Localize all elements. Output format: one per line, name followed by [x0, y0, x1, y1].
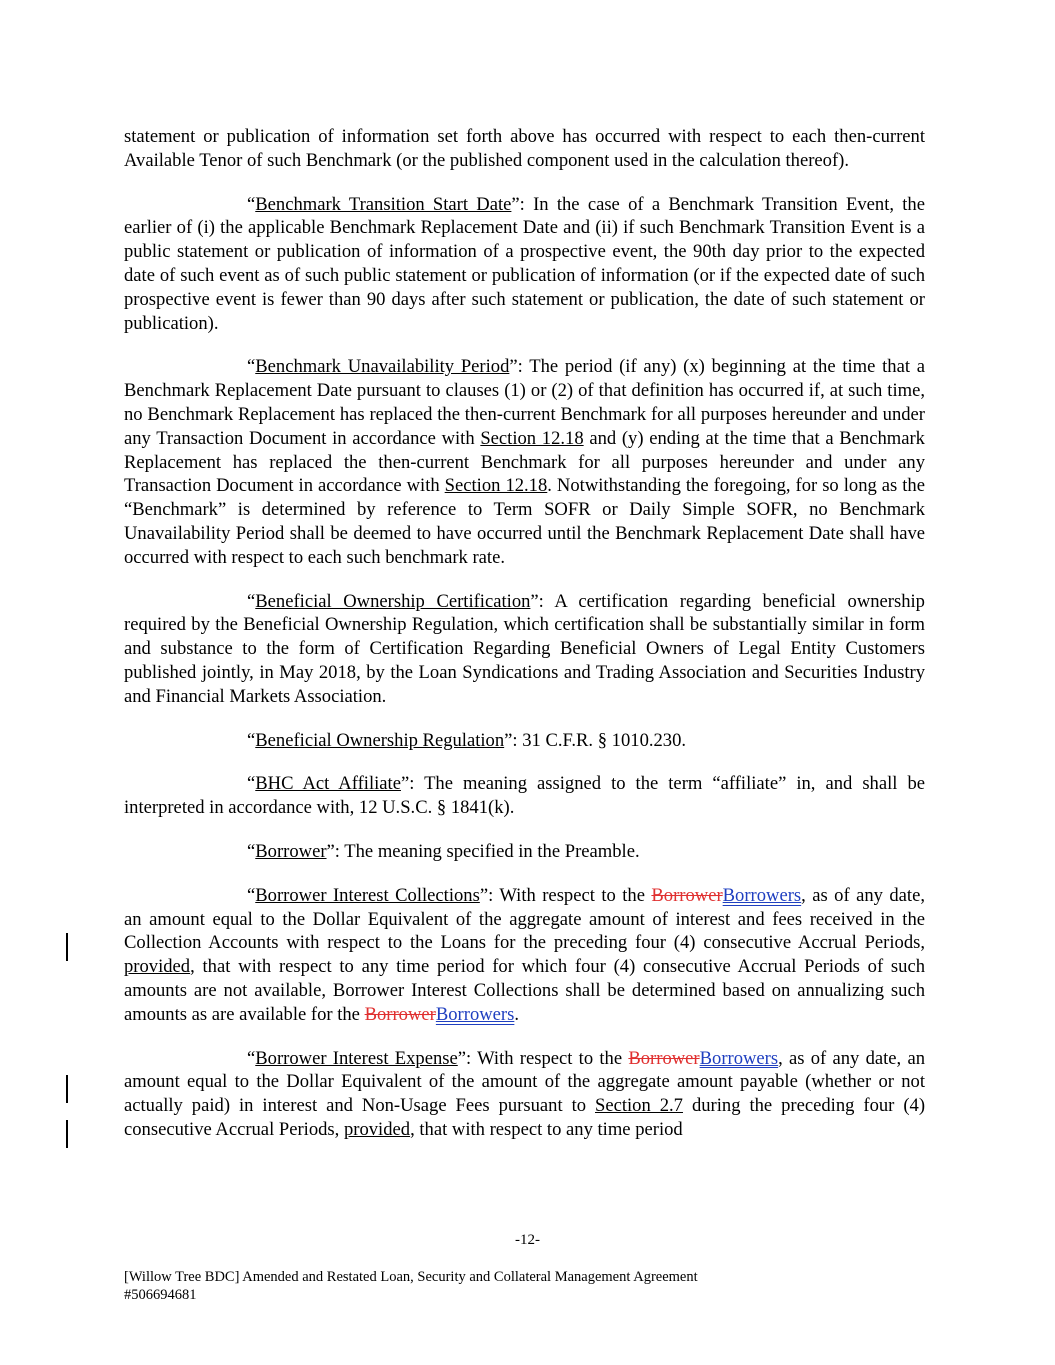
document-body — [124, 125, 925, 1162]
defined-term: Borrower — [255, 840, 327, 862]
inserted-text: Borrowers — [699, 1047, 779, 1069]
defined-term: Benchmark Unavailability Period — [255, 356, 510, 378]
provided-term: provided — [124, 956, 191, 978]
change-bar — [66, 933, 68, 961]
defined-term: Beneficial Ownership Certification — [255, 590, 531, 612]
defined-term: Benchmark Transition Start Date — [255, 193, 512, 215]
change-bar — [66, 1075, 68, 1103]
definition-benchmark-transition-start-date: “Benchmark Transition Start Date”: In the case of a Benchmark Transition Event, the earlier of (i) the applicable Benchmark Replacement Date and (ii) if such Benchmark Transition Event is a public statement or publication of information of a prospective event, the 90th day prior to the expected date of such event as of such public statement or publication of information (or if the expected date of such prospective event is fewer than 90 days after such statement or publication, the date of such statement or publication). — [124, 193, 925, 334]
deleted-text: Borrower — [364, 1003, 436, 1025]
section-reference: Section 12.18 — [480, 427, 584, 449]
change-bar — [66, 1120, 68, 1148]
deleted-text: Borrower — [628, 1047, 700, 1069]
inserted-text: Borrowers — [435, 1003, 515, 1025]
definition-bhc-act-affiliate: “BHC Act Affiliate”: The meaning assigned to the term “affiliate” in, and shall be interpreted in accordance with, 12 U.S.C. § 1841(k). — [124, 773, 925, 819]
section-reference: Section 12.18 — [444, 475, 548, 497]
document-footer — [124, 1268, 698, 1304]
page-number: -12- — [515, 1232, 540, 1248]
defined-term: Beneficial Ownership Regulation — [255, 729, 505, 751]
definition-borrower: “Borrower”: The meaning specified in the Preamble. — [247, 840, 640, 862]
section-reference: Section 2.7 — [595, 1095, 683, 1117]
provided-term: provided — [343, 1118, 411, 1140]
definition-borrower-interest-expense: “Borrower Interest Expense”: With respect to the BorrowerBorrowers, as of any date, an amount equal to the Dollar Equivalent of the amount of the aggregate amount payable (whether or not actually paid) in interest and Non-Usage Fees pursuant to Section 2.7 during the preceding four (4) consecutive Accrual Periods, provided, that with respect to any time period — [124, 1047, 926, 1140]
definition-benchmark-unavailability-period: “Benchmark Unavailability Period”: The period (if any) (x) beginning at the time that a Benchmark Replacement Date pursuant to clauses (1) or (2) of that definition has occurred if, at such time, no Benchmark Replacement has replaced the then-current Benchmark for all purposes hereunder and under any Transaction Document in accordance with Section 12.18 and (y) ending at the time that a Benchmark Replacement has replaced the then-current Benchmark for all purposes hereunder and under any Transaction Document in accordance with Section 12.18. Notwithstanding the foregoing, for so long as the “Benchmark” is determined by reference to Term SOFR or Daily Simple SOFR, no Benchmark Unavailability Period shall be deemed to have occurred until the Benchmark Replacement Date shall have occurred with respect to each such benchmark rate. — [124, 356, 925, 568]
definition-borrower-interest-collections: “Borrower Interest Collections”: With respect to the BorrowerBorrowers, as of any date, an amount equal to the Dollar Equivalent of the aggregate amount of interest and fees received in the Collection Accounts with respect to the Loans for the preceding four (4) consecutive Accrual Periods, provided, that with respect to any time period for which four (4) consecutive Accrual Periods of such amounts are not available, Borrower Interest Collections shall be determined based on annualizing such amounts as are available for the BorrowerBorrowers. — [124, 884, 925, 1025]
footer-title: [Willow Tree BDC] Amended and Restated Loan, Security and Collateral Management Agreement — [124, 1269, 698, 1285]
definition-beneficial-ownership-certification: “Beneficial Ownership Certification”: A certification regarding beneficial ownership required by the Beneficial Ownership Regulation, which certification shall be substantially similar in form and substance to the form of Certification Regarding Beneficial Owners of Legal Entity Customers published jointly, in May 2018, by the Loan Syndications and Trading Association and Securities Industry and Financial Markets Association. — [124, 590, 925, 707]
defined-term: Borrower Interest Expense — [255, 1047, 458, 1069]
footer-doc-id: #506694681 — [124, 1287, 197, 1303]
defined-term: Borrower Interest Collections — [255, 884, 480, 906]
deleted-text: Borrower — [651, 884, 723, 906]
defined-term: BHC Act Affiliate — [255, 773, 401, 795]
definition-beneficial-ownership-regulation: “Beneficial Ownership Regulation”: 31 C.F.R. § 1010.230. — [247, 729, 687, 751]
inserted-text: Borrowers — [722, 884, 802, 906]
paragraph-continuation: statement or publication of information set forth above has occurred with respect to each then-current Available Tenor of such Benchmark (or the published component used in the calculation thereof). — [124, 126, 925, 171]
